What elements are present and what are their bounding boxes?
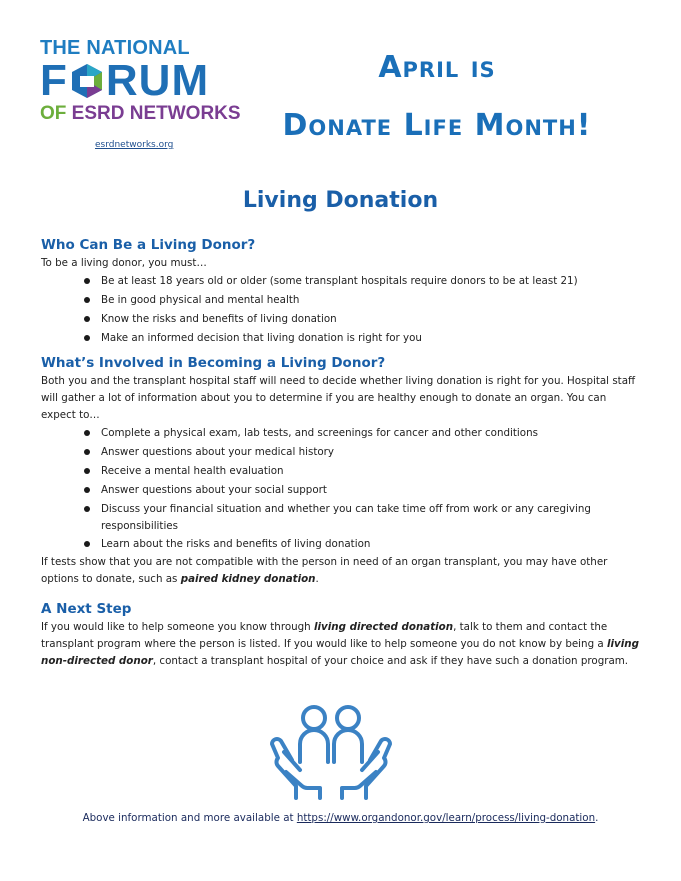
emphasis-directed: living directed donation — [313, 621, 454, 633]
section2-intro: Both you and the transplant hospital staff will need to decide whether living donation is right for you. Hospital staff will gather a lot of information about you to determine if you are healthy enough to donate an organ. You can expect to… — [41, 375, 636, 421]
page-title: Living Donation — [242, 188, 439, 213]
list-item: Answer questions about your medical history — [101, 443, 641, 462]
logo-line-1: THE NATIONAL — [40, 37, 190, 59]
section2-outro: If tests show that you are not compatible with the person in need of an organ transplant, you may have other options to donate, such as paired kidney donation. — [41, 556, 608, 585]
section2-list — [41, 424, 641, 554]
footer: Above information and more available at https://www.organdonor.gov/learn/process/living-donation. — [82, 812, 599, 824]
list-item: Make an informed decision that living donation is right for you — [101, 329, 641, 348]
list-item: Be at least 18 years old or older (some transplant hospitals require donors to be at least 21) — [101, 272, 641, 291]
logo-line-2 — [40, 56, 230, 105]
list-item: Receive a mental health evaluation — [101, 462, 641, 481]
list-item: Be in good physical and mental health — [101, 291, 641, 310]
emphasis-non-directed: living non-directed donor — [41, 638, 639, 667]
section3-text: If you would like to help someone you know through living directed donation, talk to them and contact the transplant program where the person is listed. If you would like to help someone you do not know by being a living non-directed donor, contact a transplant hospital of your choice and ask if they have such a donation program. — [41, 621, 639, 667]
logo-line-3: OF ESRD NETWORKS — [40, 103, 241, 124]
section3-heading: A Next Step — [41, 601, 132, 617]
logo-url-link[interactable]: esrdnetworks.org — [95, 140, 174, 150]
header-line-1: April is — [378, 50, 496, 85]
emphasis-paired-kidney: paired kidney donation — [180, 573, 316, 585]
organdonor-link[interactable]: https://www.organdonor.gov/learn/process/living-donation — [296, 812, 596, 824]
logo — [40, 37, 241, 150]
logo-forum-f: F — [40, 56, 68, 105]
section1-heading: Who Can Be a Living Donor? — [41, 237, 256, 253]
list-item: Know the risks and benefits of living donation — [101, 310, 641, 329]
logo-hexagon-icon — [69, 62, 105, 100]
content — [41, 236, 641, 670]
list-item: Complete a physical exam, lab tests, and screenings for cancer and other conditions — [101, 424, 641, 443]
header-line-2: Donate Life Month! — [282, 108, 592, 143]
section2-heading: What’s Involved in Becoming a Living Donor? — [41, 355, 386, 371]
list-item: Learn about the risks and benefits of living donation — [101, 535, 641, 554]
list-item: Discuss your financial situation and whether you can take time off from work or any caregiving responsibilities — [101, 500, 641, 535]
logo-forum-rest: RUM — [105, 56, 210, 105]
hands-holding-people-icon — [266, 700, 396, 800]
section1-intro: To be a living donor, you must… — [41, 257, 207, 269]
list-item: Answer questions about your social support — [101, 481, 641, 500]
section1-list — [41, 272, 641, 348]
